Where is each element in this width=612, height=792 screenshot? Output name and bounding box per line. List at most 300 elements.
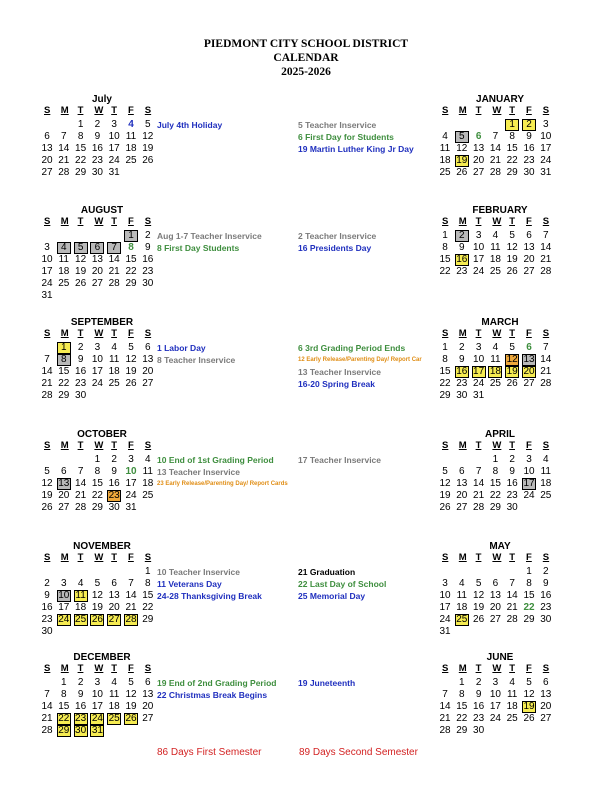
calendar-day: 23: [456, 377, 468, 389]
calendar-day: 27: [456, 501, 468, 513]
weekday-header: T: [77, 440, 84, 451]
calendar-day: 16: [108, 477, 120, 489]
calendar-day: 11: [125, 130, 137, 142]
calendar-day: 19: [125, 700, 137, 712]
calendar-day: 18: [456, 601, 468, 613]
calendar-day: 23: [75, 712, 87, 724]
calendar-day: 25: [125, 154, 137, 166]
calendar-day: 30: [456, 389, 468, 401]
calendar-note: 6 3rd Grading Period Ends: [298, 343, 406, 353]
calendar-day: 19: [75, 265, 87, 277]
weekday-header: S: [144, 663, 152, 674]
calendar-day: 10: [473, 241, 485, 253]
calendar-day: 10: [91, 353, 103, 365]
weekday-header: F: [128, 440, 134, 451]
calendar-day: 22: [91, 489, 103, 501]
calendar-day: 17: [523, 477, 535, 489]
calendar-day: 3: [111, 119, 117, 130]
calendar-day: 27: [142, 712, 154, 724]
calendar-day: 18: [489, 365, 501, 377]
calendar-day: 10: [523, 465, 535, 477]
calendar-day: 4: [459, 577, 465, 589]
calendar-day: 13: [58, 477, 70, 489]
calendar-day: 11: [58, 253, 69, 265]
calendar-day: 22: [125, 265, 137, 277]
weekday-header: W: [94, 440, 104, 451]
calendar-day: 31: [439, 625, 451, 637]
calendar-day: 28: [506, 613, 518, 625]
calendar-day: 8: [509, 130, 515, 142]
weekday-header: T: [111, 552, 117, 563]
calendar-day: 11: [540, 465, 551, 477]
month-november: [41, 540, 162, 637]
calendar-day: 24: [473, 265, 485, 277]
weekday-header: S: [144, 328, 152, 339]
weekday-header: S: [44, 552, 51, 563]
calendar-note: 13 Teacher Inservice: [298, 366, 382, 377]
calendar-day: 10: [439, 589, 451, 601]
calendar-day: 22: [456, 712, 468, 724]
weekday-header: M: [60, 663, 69, 674]
calendar-day: 30: [506, 501, 518, 513]
weekday-header: S: [44, 663, 51, 674]
calendar-day: 10: [108, 130, 120, 142]
calendar-day: 3: [94, 342, 101, 353]
calendar-day: 20: [473, 154, 485, 166]
month-october: [41, 428, 162, 513]
calendar-day: 4: [492, 342, 499, 353]
calendar-day: 25: [456, 613, 468, 625]
calendar-day: 1: [442, 230, 448, 241]
calendar-note: 12 Early Release/Parenting Day/ Report Car: [298, 356, 422, 363]
calendar-day: 30: [108, 501, 120, 513]
calendar-day: 22: [506, 154, 518, 166]
calendar-day: 6: [145, 342, 151, 353]
calendar-day: 26: [506, 265, 518, 277]
calendar-day: 25: [75, 613, 87, 625]
weekday-header: S: [442, 552, 449, 563]
calendar-day: 9: [44, 589, 50, 601]
calendar-day: 14: [473, 477, 485, 489]
weekday-header: T: [77, 663, 84, 674]
calendar-day: 21: [540, 253, 552, 265]
calendar-day: 27: [91, 277, 103, 289]
calendar-day: 17: [91, 365, 103, 377]
calendar-day: 20: [142, 365, 154, 377]
calendar-day: 13: [473, 142, 485, 154]
calendar-day: 12: [506, 353, 518, 365]
month-title: DECEMBER: [73, 652, 131, 663]
calendar-day: 26: [75, 277, 87, 289]
calendar-day: 7: [61, 130, 67, 142]
calendar-day: 6: [111, 577, 117, 589]
weekday-header: F: [128, 552, 134, 563]
calendar-day: 15: [439, 365, 451, 377]
calendar-note: 10 End of 1st Grading Period: [157, 455, 274, 465]
calendar-day: 23: [108, 489, 120, 501]
calendar-day: 28: [473, 501, 485, 513]
calendar-day: 12: [142, 130, 154, 142]
weekday-header: T: [111, 440, 117, 451]
calendar-day: 1: [77, 119, 84, 130]
weekday-header: T: [475, 216, 482, 227]
calendar-day: 30: [523, 166, 535, 178]
calendar-day: 6: [526, 342, 532, 353]
calendar-day: 28: [75, 501, 87, 513]
calendar-day: 17: [91, 700, 103, 712]
weekday-header: F: [128, 328, 134, 339]
calendar-day: 15: [439, 253, 451, 265]
calendar-day: 11: [142, 465, 153, 477]
calendar-day: 18: [439, 154, 451, 166]
calendar-day: 28: [439, 724, 451, 736]
calendar-day: 21: [439, 712, 451, 724]
month-title: FEBRUARY: [472, 205, 528, 216]
weekday-header: S: [44, 328, 51, 339]
calendar-day: 15: [125, 253, 137, 265]
calendar-day: 9: [526, 130, 532, 142]
calendar-day: 5: [145, 119, 151, 130]
calendar-day: 29: [142, 613, 154, 625]
calendar-day: 15: [142, 589, 154, 601]
weekday-header: S: [442, 328, 449, 339]
calendar-day: 20: [91, 265, 103, 277]
calendar-day: 3: [475, 230, 482, 241]
calendar-day: 8: [57, 354, 71, 366]
calendar-day: 17: [108, 142, 120, 154]
calendar-day: 30: [41, 625, 53, 637]
calendar-day: 5: [509, 230, 515, 241]
calendar-day: 2: [455, 230, 469, 242]
calendar-day: 23: [540, 601, 552, 613]
calendar-day: 2: [509, 454, 515, 465]
weekday-header: S: [442, 663, 449, 674]
calendar-day: 9: [475, 688, 482, 700]
calendar-day: 3: [526, 454, 532, 465]
calendar-day: 2: [459, 342, 465, 353]
calendar-day: 9: [77, 353, 84, 365]
calendar-day: 6: [44, 130, 50, 142]
calendar-day: 10: [489, 688, 501, 700]
calendar-day: 3: [44, 241, 50, 253]
calendar-day: 1: [526, 566, 532, 577]
school-year: 2025-2026: [281, 66, 331, 78]
weekday-header: S: [442, 216, 449, 227]
calendar-day: 27: [523, 265, 535, 277]
district-title: PIEDMONT CITY SCHOOL DISTRICT: [203, 38, 409, 50]
calendar-day: 25: [108, 377, 120, 389]
second-semester-days: 89 Days Second Semester: [299, 747, 418, 758]
weekday-header: F: [526, 105, 532, 116]
calendar-day: 24: [41, 277, 53, 289]
month-title: NOVEMBER: [73, 541, 131, 552]
calendar-note: 10 Teacher Inservice: [157, 567, 241, 577]
calendar-day: 20: [41, 154, 53, 166]
calendar-day: 13: [91, 253, 103, 265]
calendar-day: 27: [489, 613, 501, 625]
calendar-day: 26: [142, 154, 154, 166]
calendar-day: 13: [142, 353, 154, 365]
weekday-header: M: [458, 440, 467, 451]
calendar-day: 3: [128, 454, 134, 465]
weekday-header: S: [542, 216, 550, 227]
weekday-header: S: [442, 440, 449, 451]
calendar-day: 27: [523, 377, 535, 389]
calendar-day: 3: [475, 342, 482, 353]
calendar-note: 17 Teacher Inservice: [298, 455, 382, 465]
calendar-note: 11 Veterans Day: [157, 578, 222, 589]
calendar-day: 28: [489, 166, 501, 178]
calendar-day: 4: [77, 577, 84, 589]
calendar-day: 18: [108, 700, 120, 712]
weekday-header: S: [542, 440, 550, 451]
calendar-day: 5: [442, 465, 448, 477]
calendar-day: 15: [506, 142, 518, 154]
calendar-day: 25: [58, 277, 70, 289]
calendar-day: 26: [506, 377, 518, 389]
weekday-header: T: [77, 328, 84, 339]
calendar-note: 16-20 Spring Break: [298, 378, 376, 389]
calendar-note: 21 Graduation: [298, 567, 356, 577]
calendar-day: 12: [125, 353, 137, 365]
calendar-day: 6: [492, 577, 499, 589]
calendar-day: 3: [442, 577, 448, 589]
calendar-note: 24-28 Thanksgiving Break: [157, 590, 262, 601]
month-march: [439, 316, 560, 401]
month-title: SEPTEMBER: [70, 317, 134, 328]
month-title: JANUARY: [476, 94, 524, 105]
calendar-day: 23: [506, 489, 518, 501]
weekday-header: T: [77, 552, 84, 563]
calendar-day: 15: [489, 477, 501, 489]
calendar-day: 23: [41, 613, 53, 625]
calendar-day: 1: [61, 677, 67, 688]
calendar-day: 16: [91, 142, 103, 154]
calendar-day: 28: [108, 277, 120, 289]
calendar-day: 27: [540, 712, 552, 724]
calendar-day: 6: [475, 130, 482, 142]
calendar-day: 10: [473, 353, 485, 365]
calendar-day: 23: [523, 154, 535, 166]
calendar-day: 2: [475, 677, 482, 688]
calendar-day: 29: [58, 389, 70, 401]
calendar-day: 24: [523, 489, 535, 501]
calendar-day: 8: [128, 241, 134, 253]
calendar-day: 12: [75, 253, 87, 265]
calendar-note: 19 End of 2nd Grading Period: [157, 678, 277, 688]
calendar-day: 1: [145, 566, 151, 577]
calendar-day: 4: [111, 677, 117, 688]
calendar-day: 19: [523, 700, 535, 712]
calendar-day: 24: [439, 613, 451, 625]
calendar-day: 13: [540, 688, 552, 700]
month-title: JUNE: [486, 652, 514, 663]
calendar-day: 12: [456, 142, 468, 154]
weekday-header: S: [44, 440, 51, 451]
calendar-day: 5: [74, 242, 88, 254]
calendar-day: 2: [44, 577, 50, 589]
calendar-day: 7: [44, 688, 50, 700]
calendar-day: 26: [439, 501, 451, 513]
weekday-header: T: [77, 216, 84, 227]
calendar-day: 27: [41, 166, 53, 178]
calendar-day: 17: [41, 265, 53, 277]
first-semester-days: 86 Days First Semester: [157, 747, 262, 758]
calendar-day: 7: [128, 577, 134, 589]
calendar-day: 22: [58, 377, 70, 389]
calendar-day: 29: [58, 724, 70, 736]
calendar-day: 7: [44, 353, 50, 365]
calendar-day: 29: [91, 501, 103, 513]
calendar-day: 21: [540, 365, 552, 377]
calendar-day: 24: [91, 377, 103, 389]
weekday-header: M: [60, 552, 69, 563]
calendar-day: 22: [439, 377, 451, 389]
calendar-day: 28: [41, 389, 53, 401]
calendar-day: 22: [142, 601, 154, 613]
calendar-day: 12: [506, 241, 518, 253]
calendar-day: 21: [41, 377, 53, 389]
calendar-day: 31: [41, 289, 53, 301]
calendar-day: 31: [125, 501, 137, 513]
weekday-header: M: [60, 105, 69, 116]
calendar-day: 21: [506, 601, 518, 613]
calendar-day: 1: [442, 342, 448, 353]
calendar-day: 9: [111, 465, 117, 477]
weekday-header: T: [475, 328, 482, 339]
weekday-header: W: [94, 663, 104, 674]
calendar-day: 18: [540, 477, 552, 489]
calendar-day: 9: [459, 353, 465, 365]
calendar-day: 26: [456, 166, 468, 178]
calendar-day: 9: [459, 241, 465, 253]
calendar-day: 20: [108, 601, 120, 613]
calendar-day: 30: [142, 277, 154, 289]
month-title: AUGUST: [80, 205, 124, 216]
calendar-day: 10: [91, 688, 103, 700]
weekday-header: T: [475, 663, 482, 674]
calendar-day: 7: [107, 242, 121, 254]
calendar-day: 13: [108, 589, 120, 601]
month-may: [439, 540, 560, 637]
calendar-day: 15: [75, 142, 87, 154]
calendar-day: 30: [75, 389, 87, 401]
calendar-day: 22: [58, 712, 70, 724]
calendar-day: 4: [442, 130, 448, 142]
weekday-header: F: [128, 216, 134, 227]
weekday-header: W: [492, 552, 502, 563]
calendar-day: 14: [439, 700, 451, 712]
calendar-day: 8: [442, 241, 448, 253]
calendar-day: 27: [108, 613, 120, 625]
calendar-day: 19: [41, 489, 53, 501]
calendar-day: 12: [91, 589, 103, 601]
calendar-day: 21: [125, 601, 137, 613]
calendar-day: 9: [543, 577, 549, 589]
calendar-day: 18: [489, 253, 501, 265]
weekday-header: M: [458, 552, 467, 563]
calendar-day: 11: [108, 353, 120, 365]
weekday-header: T: [111, 663, 117, 674]
calendar-day: 29: [506, 166, 518, 178]
weekday-header: T: [509, 105, 515, 116]
calendar-day: 30: [540, 613, 552, 625]
weekday-header: M: [458, 663, 467, 674]
calendar-day: 14: [489, 142, 501, 154]
calendar-day: 17: [473, 365, 485, 377]
calendar-day: 16: [540, 589, 552, 601]
calendar-day: 9: [509, 465, 515, 477]
weekday-header: T: [509, 663, 515, 674]
calendar-day: 4: [509, 677, 515, 688]
weekday-header: F: [128, 663, 134, 674]
calendar-day: 23: [473, 712, 485, 724]
calendar-day: 12: [439, 477, 451, 489]
calendar-day: 13: [41, 142, 53, 154]
weekday-header: F: [526, 663, 532, 674]
calendar-day: 26: [41, 501, 53, 513]
calendar-day: 28: [58, 166, 70, 178]
weekday-header: M: [458, 216, 467, 227]
calendar-day: 8: [94, 465, 101, 477]
calendar-day: 20: [142, 700, 154, 712]
calendar-day: 2: [77, 677, 84, 688]
calendar-day: 12: [125, 688, 137, 700]
calendar-day: 3: [492, 677, 499, 688]
calendar-day: 14: [540, 353, 552, 365]
calendar-day: 1: [492, 454, 499, 465]
calendar-day: 29: [523, 613, 535, 625]
calendar-day: 22: [75, 154, 87, 166]
weekday-header: T: [509, 440, 515, 451]
calendar-day: 21: [108, 265, 120, 277]
calendar-day: 31: [540, 166, 552, 178]
calendar-day: 19: [506, 253, 518, 265]
calendar-day: 7: [77, 465, 84, 477]
calendar-day: 20: [456, 489, 468, 501]
weekday-header: S: [542, 552, 550, 563]
weekday-header: T: [509, 552, 515, 563]
calendar-day: 19: [506, 365, 518, 377]
calendar-day: 17: [125, 477, 137, 489]
month-september: [41, 316, 162, 401]
calendar-day: 11: [456, 589, 467, 601]
calendar-day: 16: [456, 253, 468, 265]
calendar-day: 21: [75, 489, 87, 501]
calendar-day: 14: [75, 477, 87, 489]
calendar-day: 27: [142, 377, 154, 389]
calendar-day: 15: [91, 477, 103, 489]
calendar-day: 17: [58, 601, 70, 613]
calendar-day: 16: [41, 601, 53, 613]
calendar-day: 1: [459, 677, 465, 688]
calendar-day: 25: [142, 489, 154, 501]
calendar-day: 13: [142, 688, 154, 700]
weekday-header: S: [144, 216, 152, 227]
calendar-day: 27: [58, 501, 70, 513]
calendar-day: 10: [58, 589, 70, 601]
month-june: [439, 651, 560, 736]
calendar-day: 4: [492, 230, 499, 241]
weekday-header: W: [492, 105, 502, 116]
calendar-day: 3: [61, 577, 67, 589]
calendar-day: 2: [522, 119, 536, 131]
calendar-note: 22 Christmas Break Begins: [157, 689, 268, 700]
weekday-header: F: [526, 216, 532, 227]
month-title: OCTOBER: [77, 429, 127, 440]
weekday-header: F: [526, 440, 532, 451]
calendar-note: Aug 1-7 Teacher Inservice: [157, 231, 262, 241]
